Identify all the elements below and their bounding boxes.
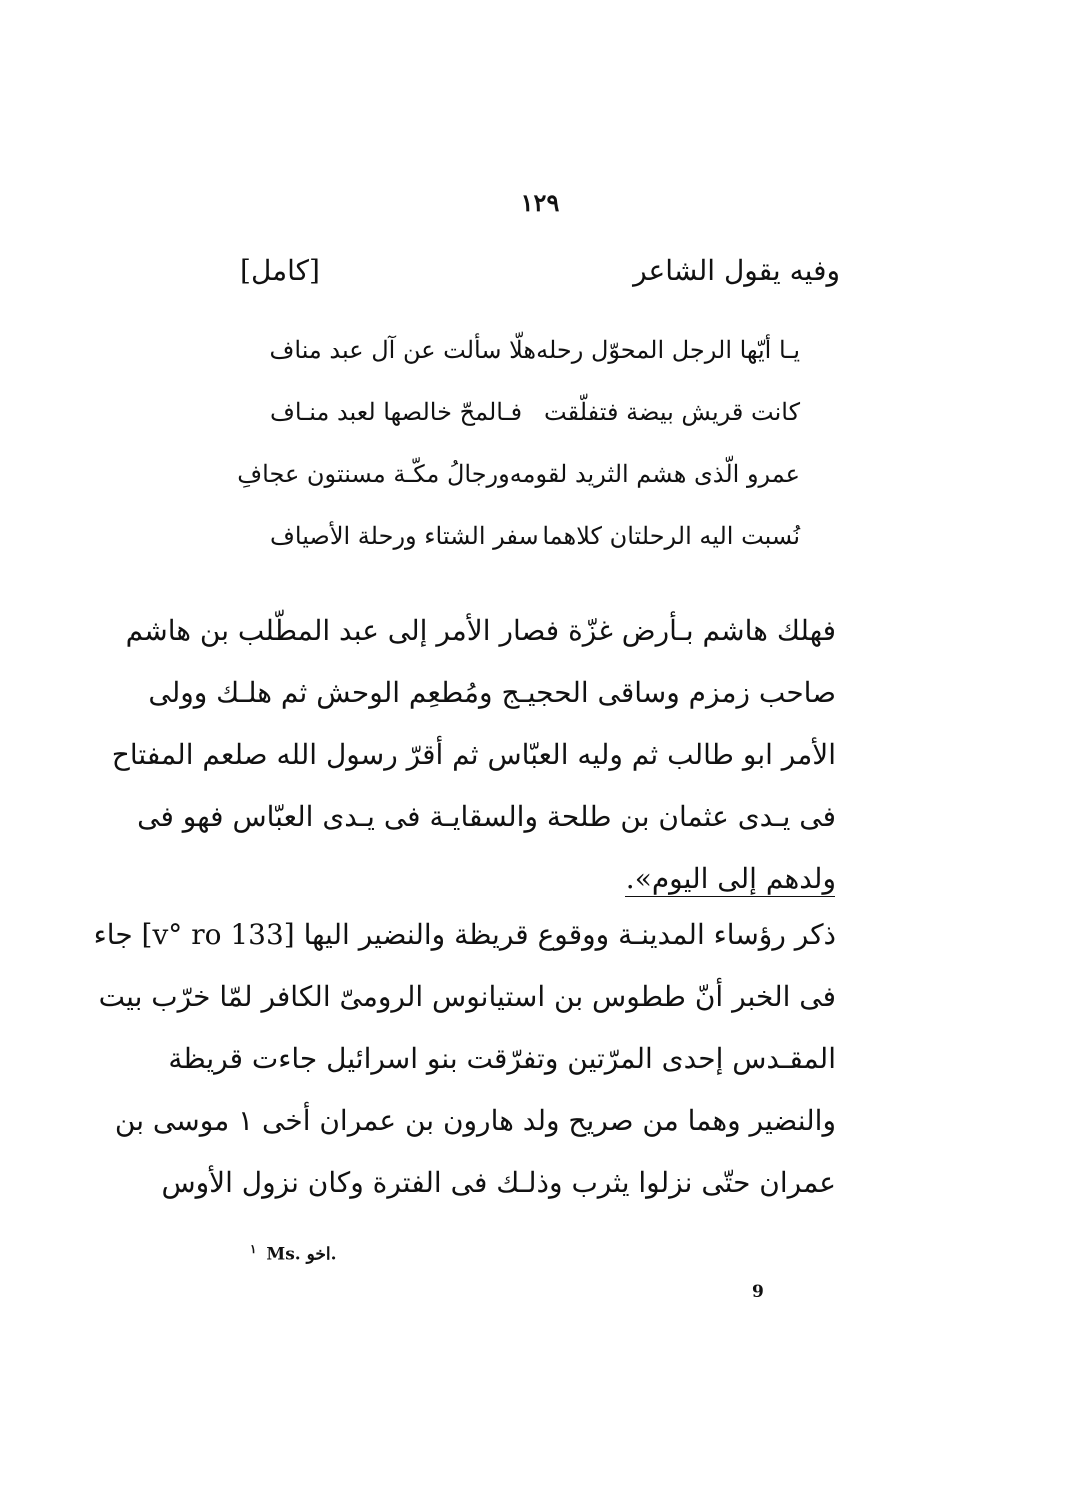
prose-line: فى يـدى عثمان بن طلحة والسقايـة فى يـدى العبّاس فهو فى — [137, 800, 836, 833]
prose-line: فى الخبر أنّ ططوس بن استيانوس الرومىّ الكافر لمّا خرّب بيت — [98, 980, 836, 1013]
verse — [270, 336, 800, 398]
verse — [270, 398, 800, 460]
prose-line: ذكر رؤساء المدينـة ووقوع قريظة والنضير اليها [133 v° ro] جاء — [93, 918, 836, 951]
verse — [270, 522, 800, 584]
prose-line: الأمر ابو طالب ثم وليه العبّاس ثم أقرّ رسول الله صلعم المفتاح — [111, 738, 836, 771]
intro-line — [240, 254, 840, 298]
hemistich-right: عمرو الّذى هشم الثريد لقومه — [509, 460, 800, 488]
footnote-mark: ١ — [250, 1242, 257, 1256]
signature-mark: 9 — [752, 1282, 764, 1302]
intro-text: وفيه يقول الشاعر — [633, 254, 840, 287]
hemistich-right: يـا أيّها الرجل المحوّل رحله — [536, 336, 800, 364]
prose-line: فهلك هاشم بـأرض غزّة فصار الأمر إلى عبد المطّلب بن هاشم — [125, 614, 836, 647]
hemistich-right: نُسبت اليه الرحلتان كلاهما — [542, 522, 800, 550]
hemistich-right: كانت قريش بيضة فتفلّقت — [544, 398, 800, 426]
prose-line: ولدهم إلى اليوم». — [625, 862, 836, 895]
prose-line: المقـدس إحدى المرّتين وتفرّقت بنو اسرائيل جاءت قريظة — [168, 1042, 836, 1075]
verse — [237, 460, 800, 522]
meter-label: [كامل] — [240, 254, 320, 287]
hemistich-left: فـالمحّ خالصها لعبد منـاف — [270, 398, 523, 426]
prose-line: صاحب زمزم وساقى الحجيـج ومُطعِم الوحش ثم هلـك وولى — [148, 676, 836, 709]
footnote — [250, 1242, 337, 1265]
footnote-text: Ms. اخو. — [266, 1244, 337, 1265]
prose-line: والنضير وهما من صريح ولد هارون بن عمران أخى ١ موسى بن — [114, 1104, 836, 1137]
page-number: ١٢٩ — [520, 188, 560, 217]
section-divider — [625, 896, 835, 897]
prose-line: عمران حتّى نزلوا يثرب وذلـك فى الفترة وكان نزول الأوس — [161, 1166, 836, 1199]
prose-paragraph-1 — [111, 600, 836, 910]
hemistich-left: هلّا سألت عن آل عبد مناف — [269, 336, 537, 364]
poem — [237, 336, 800, 584]
hemistich-left: ورجالُ مكّـة مسنتون عجافِ — [237, 460, 510, 488]
hemistich-left: سفر الشتاء ورحلة الأصياف — [270, 522, 539, 550]
prose-paragraph-2 — [93, 904, 836, 1214]
